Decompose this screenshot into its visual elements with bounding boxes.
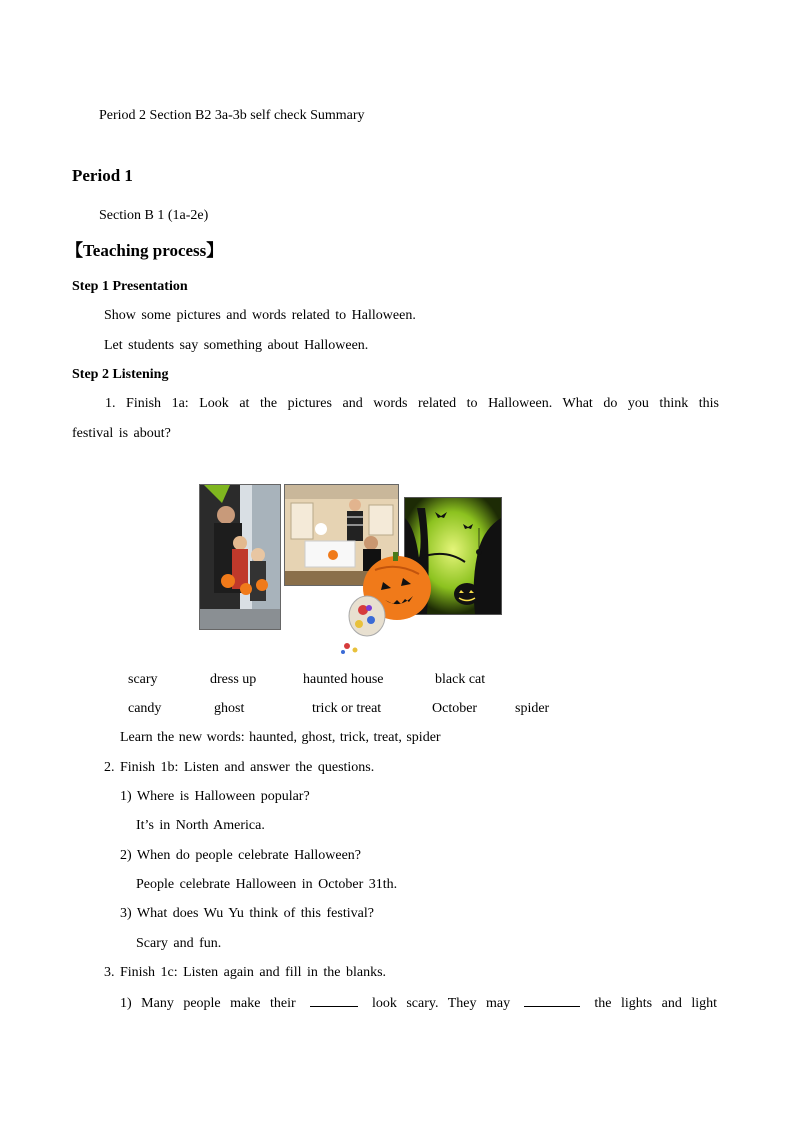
word-ghost: ghost [214,701,245,716]
question-1: 1) Where is Halloween popular? [120,789,310,804]
fill1-part-3: the lights and light [594,996,717,1011]
step1-line-1: Show some pictures and words related to Halloween. [104,308,416,323]
word-haunted-house: haunted house [303,672,384,687]
question-3: 3) What does Wu Yu think of this festival? [120,906,374,921]
fill1-part-1: 1) Many people make their [120,996,296,1011]
item3-line: 3. Finish 1c: Listen again and fill in the blanks. [104,965,387,980]
header-line: Period 2 Section B2 3a-3b self check Summary [99,108,365,123]
answer-1: It’s in North America. [136,818,265,833]
answer-2: People celebrate Halloween in October 31th. [136,877,398,892]
new-words-line: Learn the new words: haunted, ghost, trick, treat, spider [120,730,441,745]
word-dress-up: dress up [210,672,257,687]
pumpkin-candy-bucket-image [335,548,435,658]
fill-blank-1 [120,994,717,1012]
word-trick-or-treat: trick or treat [312,701,382,716]
word-candy: candy [128,701,162,716]
teaching-process-heading: 【Teaching process】 [66,241,224,260]
word-black-cat: black cat [435,672,486,687]
step2-title: Step 2 Listening [72,367,169,382]
word-spider: spider [515,701,550,716]
step1-title: Step 1 Presentation [72,279,188,294]
fill1-part-2: look scary. They may [371,996,511,1011]
item2-line: 2. Finish 1b: Listen and answer the questions. [104,760,375,775]
step1-line-2: Let students say something about Halloween. [104,338,369,353]
image-collage [195,480,505,655]
section-line: Section B 1 (1a-2e) [99,208,209,223]
answer-3: Scary and fun. [136,936,222,951]
trick-or-treat-children-photo [199,484,281,630]
item1-line-2: festival is about? [72,426,171,441]
word-october: October [432,701,478,716]
fill1-blank-a[interactable] [310,994,358,1007]
item1-line-1: 1. Finish 1a: Look at the pictures and words related to Halloween. What do you think this [105,396,719,411]
period-title: Period 1 [72,166,133,185]
word-scary: scary [128,672,158,687]
fill1-blank-b[interactable] [524,994,580,1007]
question-2: 2) When do people celebrate Halloween? [120,848,362,863]
